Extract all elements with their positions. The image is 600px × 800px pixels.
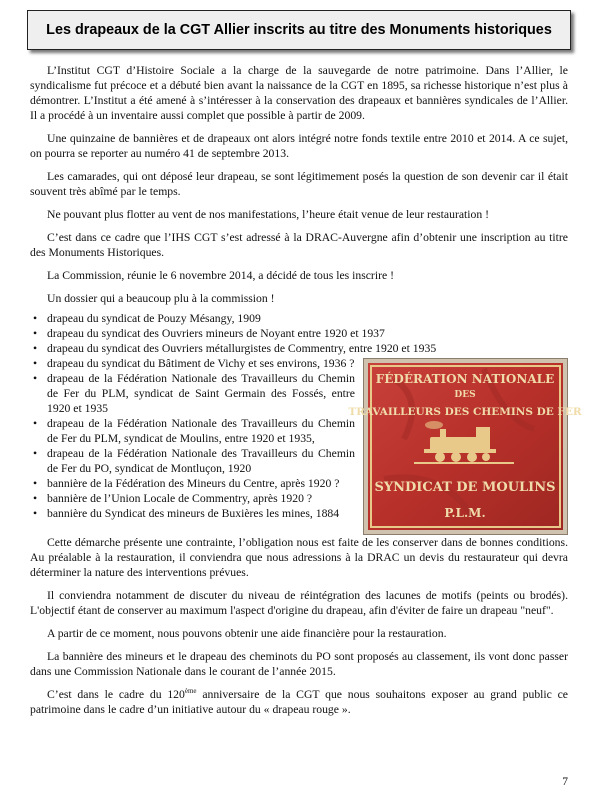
- flag-list: [30, 311, 582, 521]
- paragraph: Une quinzaine de bannières et de drapeaux ont alors intégré notre fonds textile entre 2010 et 2014. A ce sujet, on pourra se reporter au numéro 41 de septembre 2013.: [30, 132, 568, 160]
- paragraph: A partir de ce moment, nous pouvons obtenir une aide financière pour la restauration.: [47, 627, 447, 640]
- flag-text-line4: SYNDICAT DE MOULINS: [374, 480, 556, 495]
- text-segment: anniversaire de la CGT que nous souhaitons exposer au grand public ce patrimoine dans le cadre d’un initiative autour du « drapeau rouge ».: [30, 688, 568, 716]
- paragraph: Ne pouvant plus flotter au vent de nos manifestations, l’heure était venue de leur restauration !: [47, 208, 490, 221]
- page-title: Les drapeaux de la CGT Allier inscrits au titre des Monuments historiques: [46, 22, 552, 38]
- list-item: • drapeau du syndicat du Bâtiment de Vichy et ses environs, 1936 ?: [30, 356, 357, 371]
- paragraph: L’Institut CGT d’Histoire Sociale a la charge de la sauvegarde de notre patrimoine. Dans l’Allier, le syndicalisme fut précoce et a débuté bien avant la naissance de la CGT en 1895, sa richesse historique n’est plus à démontrer. L’Institut a été amené à s’intéresser à la conservation des drapeaux et bannières syndicales de l’Allier. Il a procédé à un inventaire aussi complet que possible à partir de 2009.: [30, 64, 568, 122]
- paragraph: Les camarades, qui ont déposé leur drapeau, se sont légitimement posés la question de son devenir car il était souvent très abîmé par le temps.: [30, 170, 568, 198]
- paragraph: C’est dans ce cadre que l’IHS CGT s’est adressé à la DRAC-Auvergne afin d’obtenir une inscription au titre des Monuments Historiques.: [30, 231, 568, 259]
- page-number: 7: [562, 776, 568, 788]
- list-item: • drapeau de la Fédération Nationale des Travailleurs du Chemin de Fer du PLM, syndicat de Saint Germain des Fossés, entre 1920 et 1935: [30, 371, 357, 416]
- text-segment: C’est dans le cadre du 120: [47, 688, 185, 701]
- article-body: [30, 63, 582, 725]
- list-item: • drapeau du syndicat de Pouzy Mésangy, 1909: [30, 311, 568, 326]
- superscript: ème: [184, 687, 197, 696]
- list-item: • bannière de la Fédération des Mineurs du Centre, après 1920 ?: [30, 476, 357, 491]
- paragraph: Cette démarche présente une contrainte, l’obligation nous est faite de les conserver dans de bonnes conditions. Au préalable à la restauration, il conviendra que nous adressions à la DRAC un devis du restaurateur qui devra déterminer la nature des interventions prévues.: [30, 536, 568, 579]
- rail-line: [414, 462, 514, 464]
- flag-text-line5: P.L.M.: [444, 506, 486, 520]
- paragraph: La bannière des mineurs et le drapeau des cheminots du PO sont proposés au classement, ils vont donc passer dans une Commission Nationale dans le courant de l’année 2015.: [30, 650, 568, 678]
- list-item: • drapeau du syndicat des Ouvriers mineurs de Noyant entre 1920 et 1937: [30, 326, 568, 341]
- list-item: • bannière de l’Union Locale de Commentry, après 1920 ?: [30, 491, 357, 506]
- flag-text-line3: TRAVAILLEURS DES CHEMINS DE FER: [348, 406, 582, 418]
- list-item: • drapeau de la Fédération Nationale des Travailleurs du Chemin de Fer du PO, syndicat de Montluçon, 1920: [30, 446, 357, 476]
- flag-photo: [348, 358, 582, 535]
- title-box: [27, 10, 571, 50]
- flag-text-line1: FÉDÉRATION NATIONALE: [375, 372, 555, 386]
- flag-text-line2: DES: [454, 390, 476, 400]
- paragraph: Il conviendra notamment de discuter du niveau de réintégration des lacunes de motifs (peints ou brodés). L'objectif étant de conserver au maximum l'aspect d'origine du drapeau, afin d'éviter de faire un drapeau "neuf".: [30, 589, 568, 617]
- list-item: • drapeau de la Fédération Nationale des Travailleurs du Chemin de Fer du PLM, syndicat de Moulins, entre 1920 et 1935,: [30, 416, 357, 446]
- paragraph-last: [30, 687, 568, 717]
- paragraph: La Commission, réunie le 6 novembre 2014, a décidé de tous les inscrire !: [47, 269, 394, 282]
- list-item: • drapeau du syndicat des Ouvriers métallurgistes de Commentry, entre 1920 et 1935: [30, 341, 568, 356]
- paragraph: Un dossier qui a beaucoup plu à la commission !: [47, 292, 275, 305]
- list-item: • bannière du Syndicat des mineurs de Buxières les mines, 1884: [30, 506, 357, 521]
